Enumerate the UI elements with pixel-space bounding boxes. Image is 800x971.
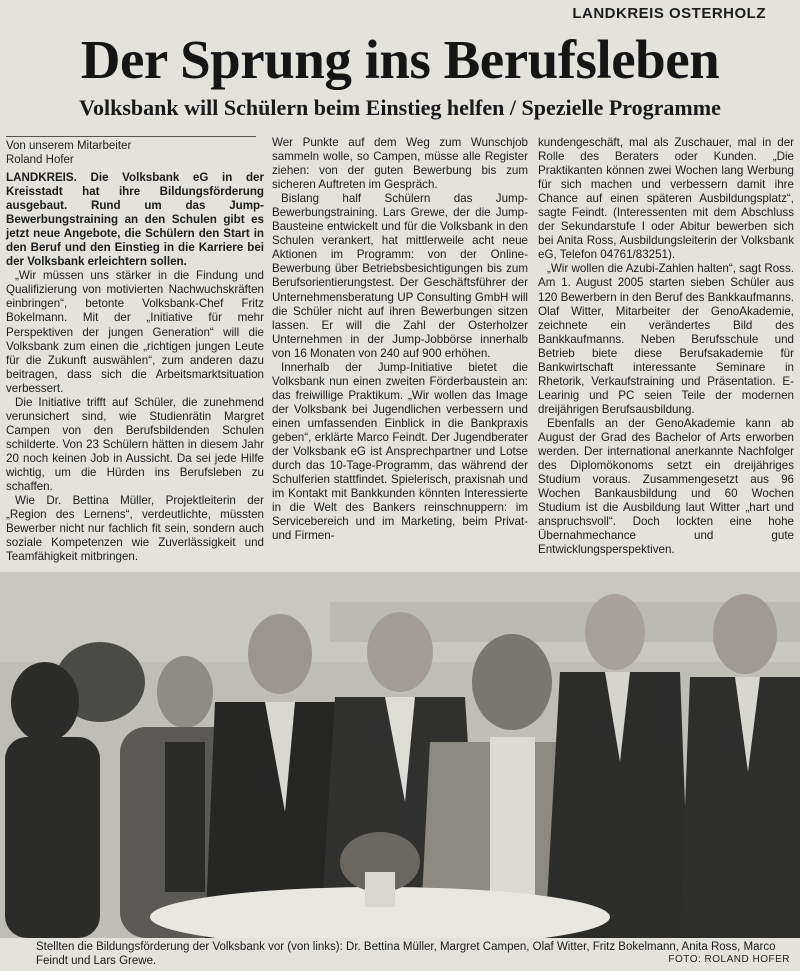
subheadline: Volksbank will Schülern beim Einstieg helfen / Spezielle Programme (79, 95, 721, 120)
group-photo (0, 572, 800, 938)
byline-rule (6, 136, 256, 137)
article-column-2 (272, 136, 528, 543)
article-column-3 (538, 136, 794, 557)
article-paragraph: Die Initiative trifft auf Schüler, die zunehmend verunsichert sind, wie Studienrätin Margret Campen von den Berufsbildenden Schulen schilderte. Von 23 Schülern hätten in diesem Jahr 20 noch keinen Job in Aussicht. Da sei jede Hilfe wichtig, um die Hürden ins Berufsleben zu schaffen. (6, 395, 264, 494)
byline-line1: Von unserem Mitarbeiter (6, 140, 132, 152)
group-photo-illustration (0, 572, 800, 938)
headline: Der Sprung ins Berufsleben (80, 29, 720, 90)
article-lead: LANDKREIS. Die Volksbank eG in der Kreisstadt hat ihre Bildungsförderung ausgebaut. Rund um das Jump-Bewerbungstraining an den Schulen gibt es jetzt neue Angebote, die Schülern den Start in den Beruf und den Einstieg in die Karriere bei der Volksbank erleichtern sollen. (6, 171, 264, 269)
article-paragraph: „Wir wollen die Azubi-Zahlen halten“, sagt Ross. Am 1. August 2005 starten sieben Schüler aus 120 Bewerbern in den Beruf des Bankkaufmanns. Olaf Witter, Mitarbeiter der GenoAkademie, zeichnete ein verändertes Bild des Bankkaufmanns. Neben Berufsschule und Betrieb biete diese Berufsakademie für Bankwirtschaft interessante Seminare in Rhetorik, Verkaufstraining und Präsentation. E-Learinig und PC seien Teile der modernen dreijährigen Berufsausbildung. (538, 262, 794, 416)
section-label: LANDKREIS OSTERHOLZ (566, 5, 772, 22)
article-column-1 (6, 171, 264, 564)
article-paragraph: Innerhalb der Jump-Initiative bietet die Volksbank nun einen zweiten Förderbaustein an: das freiwillige Praktikum. „Wir wollen das Image der Volksbank bei Jugendlichen verbessern und einen umfassenden Einblick in die Bankpraxis geben“, erklärte Marco Feindt. Der Jugendberater der Volksbank eG ist Ansprechpartner und Lotse durch das 10-Tage-Programm, das während der Schulferien stattfindet. Spielerisch, praxisnah und im Kontakt mit Bankkunden könnten Interessierte in die Welt des Bankers reinschnuppern: im Servicebereich und im Marketing, beim Privat- und Firmen- (272, 360, 528, 543)
byline-author: Roland Hofer (6, 154, 74, 166)
byline (6, 134, 266, 167)
article-paragraph: Wer Punkte auf dem Weg zum Wunschjob sammeln wolle, so Campen, müsse alle Register ziehen: von der guten Bewerbung bis zum sicheren Auftreten im Gespräch. (272, 136, 528, 192)
photo-caption: Stellten die Bildungsförderung der Volksbank vor (von links): Dr. Bettina Müller, Margret Campen, Olaf Witter, Fritz Bokelmann, Anita Ross, Marco Feindt und Lars Grewe. (36, 941, 776, 967)
photo-credit: FOTO: ROLAND HOFER (668, 954, 790, 965)
article-paragraph: kundengeschäft, mal als Zuschauer, mal in der Rolle des Beraters oder Kunden. „Die Praktikanten können zwei Wochen lang Werbung für sich machen und verbessern damit ihre Chance auf einen späteren Ausbildungsplatz“, sagte Feindt. (Interessenten mit dem Abschluss der Sekundarstufe I oder Abitur bewerben sich bei Anita Ross, Ausbildungsleiterin der Volksbank eG, Telefon 04761/83251). (538, 136, 794, 262)
article-paragraph: Wie Dr. Bettina Müller, Projektleiterin der „Region des Lernens“, verdeutlichte, müssten Bewerber nicht nur fachlich fit sein, sondern auch soziale Kompetenzen wie Zuverlässigkeit und Teamfähigkeit mitbringen. (6, 494, 264, 564)
article-paragraph: Ebenfalls an der GenoAkademie kann ab August der Grad des Bachelor of Arts erworben werden. Der international anerkannte Nachfolger des Diplomökonoms setzt ein dreijähriges Studium voraus. Zusammengesetzt aus 96 Wochen Bankausbildung und 60 Wochen Studium ist die Ausbildung laut Witter „hart und anspruchsvoll“. Doch lockten eine hohe Übernahmechance und gute Entwicklungsperspektiven. (538, 416, 794, 557)
article-paragraph: Bislang half Schülern das Jump-Bewerbungstraining. Lars Grewe, der die Jump-Bausteine entwickelt und für die Volksbank in den Schulen verankert, hat mittlerweile acht neue Aktionen im Programm: von der Online-Bewerbung über Betriebsbesichtigungen bis zum Berufsorientierungstest. Der Geschäftsführer der Unternehmensberatung UP Consulting GmbH will die Schüler nicht auf ihren Bewerbungen sitzen lassen. Er will die Zahl der Osterholzer Unternehmen in der Jump-Jobbörse innerhalb von 16 Monaten von 240 auf 900 erhöhen. (272, 192, 528, 360)
article-paragraph: „Wir müssen uns stärker in die Findung und Qualifizierung von motivierten Nachwuchskräften einbringen“, betonte Volksbank-Chef Fritz Bokelmann. Mit der „Initiative für mehr Perspektiven der jungen Generation“ will die Volksbank zum einen die „richtigen jungen Leute für die Zukunft auswählen“, zum anderen dazu beitragen, dass sich die Arbeitsmarktsituation verbessert. (6, 269, 264, 395)
